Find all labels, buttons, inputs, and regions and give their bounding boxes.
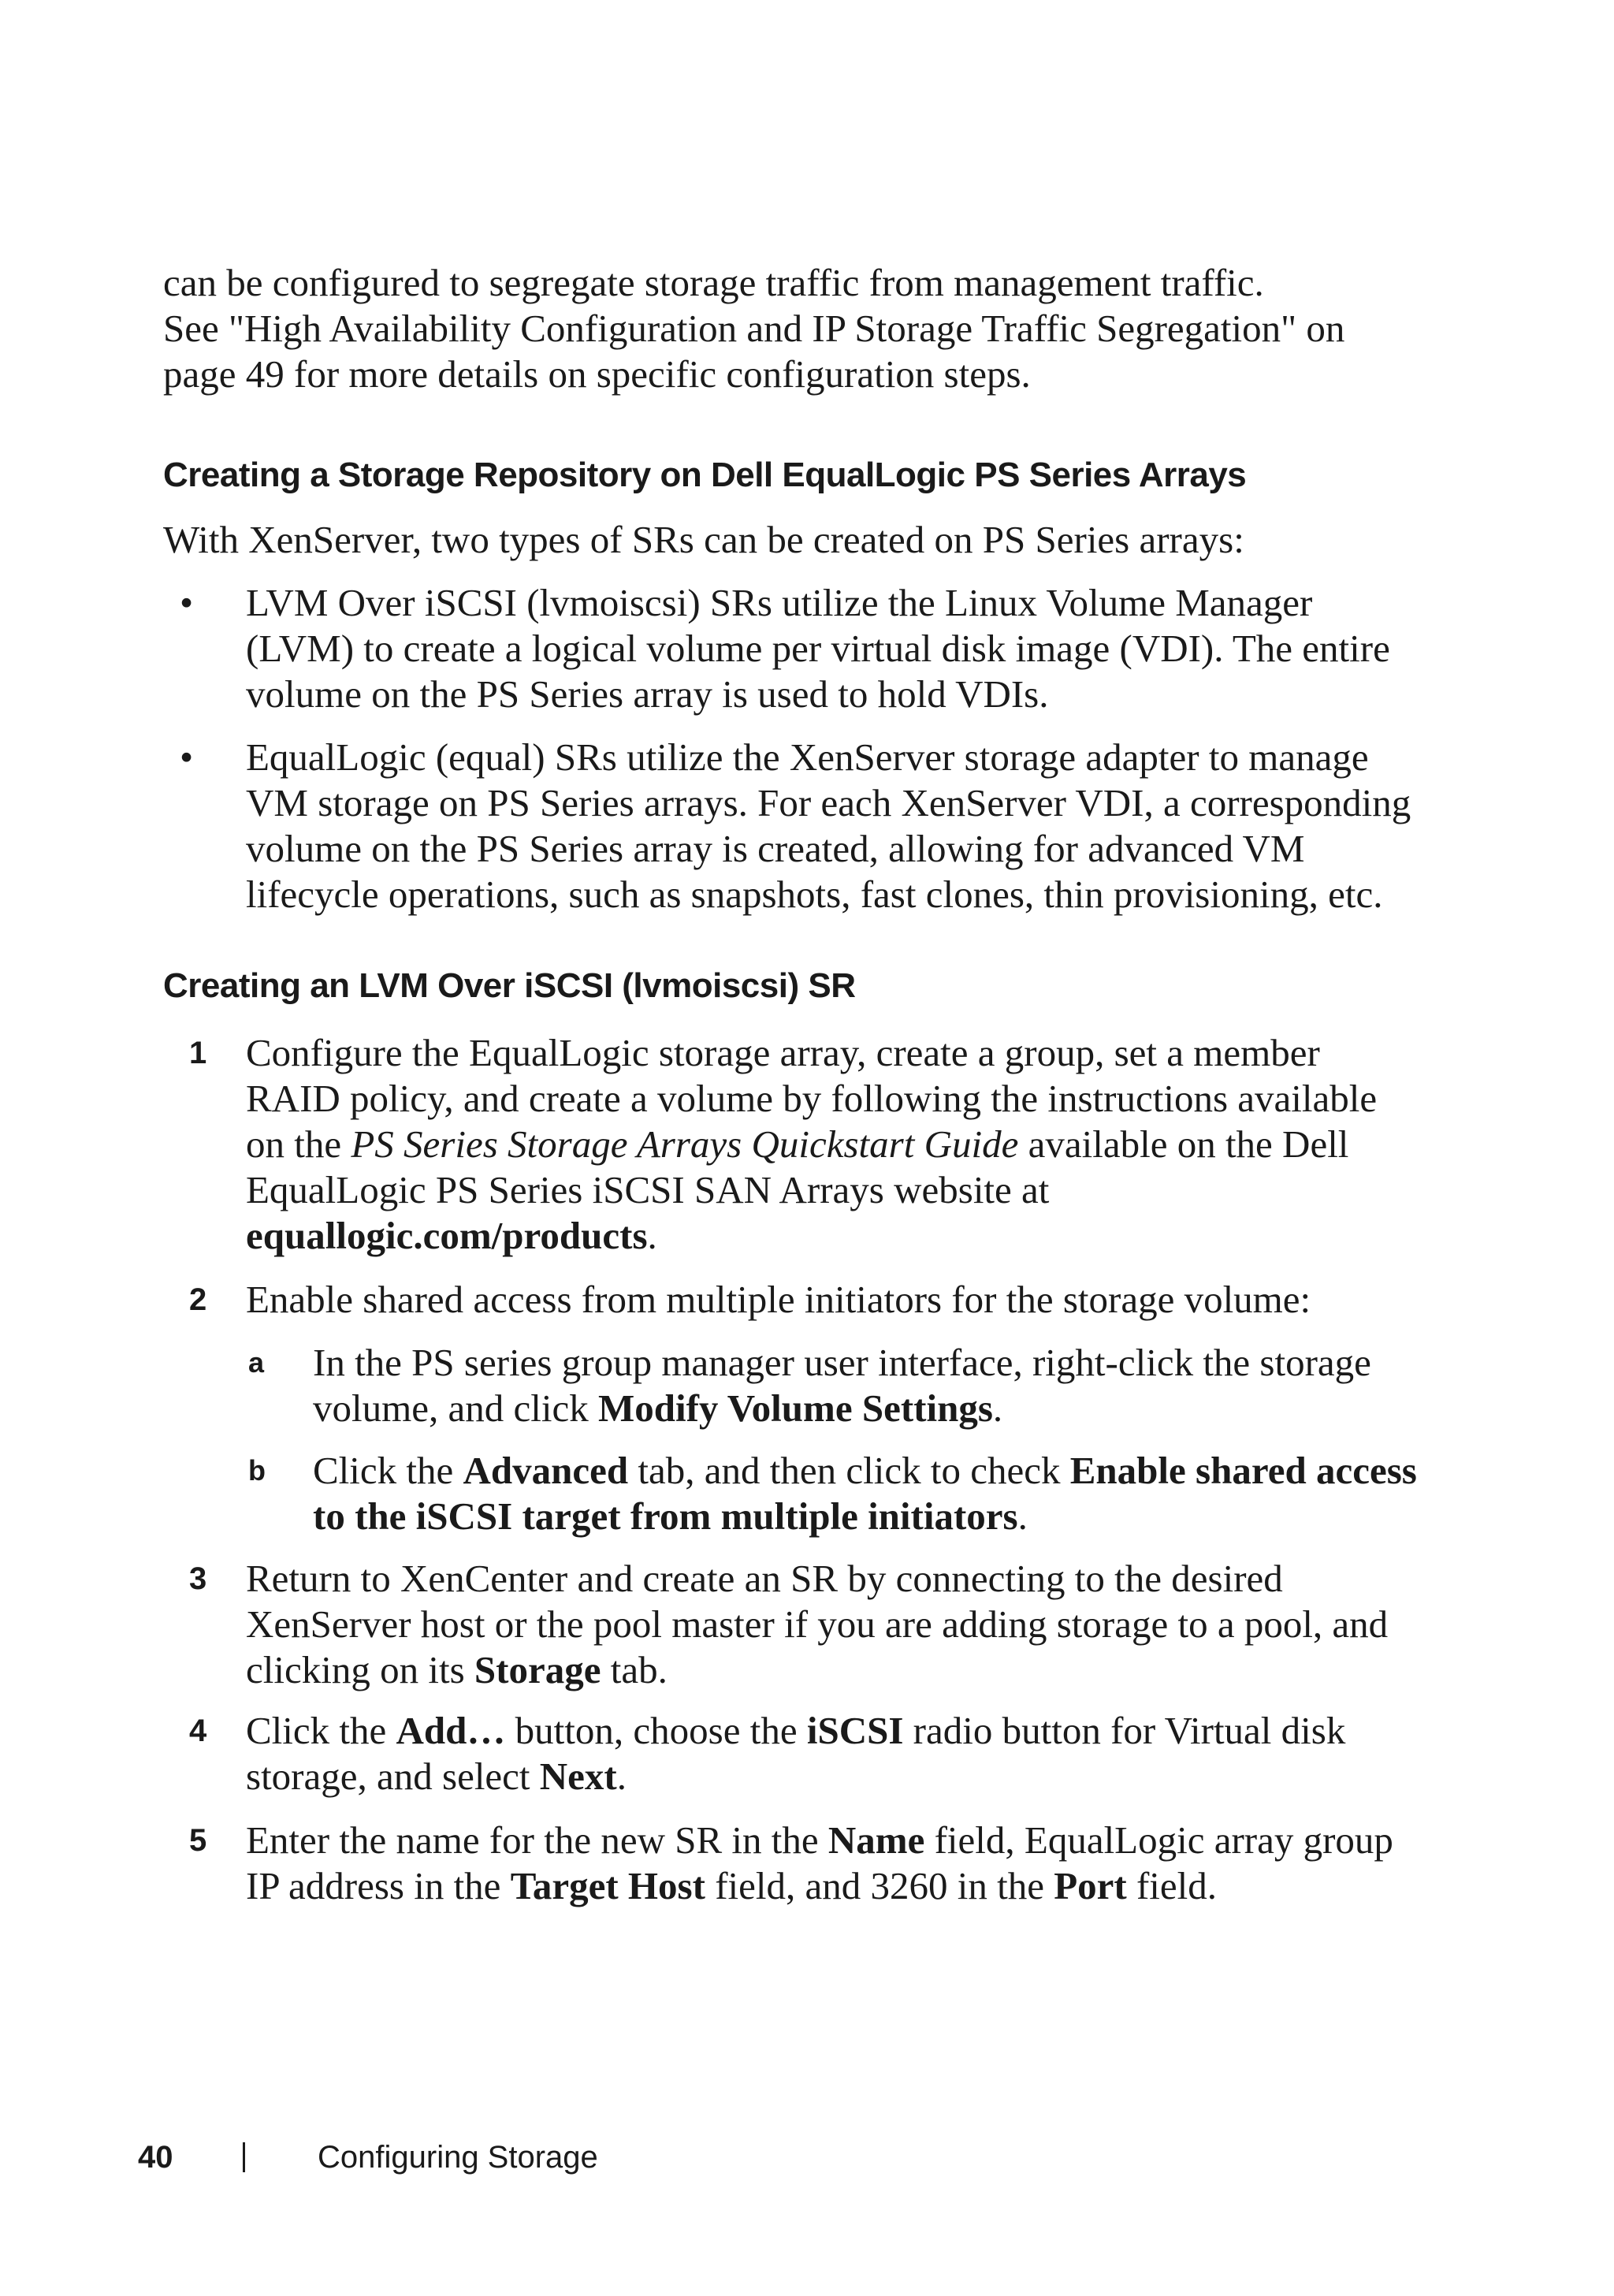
step-text <box>246 1708 1412 1799</box>
ui-term: Advanced <box>463 1449 629 1492</box>
ui-term: Name <box>827 1818 925 1862</box>
website-url: equallogic.com/products <box>246 1214 648 1257</box>
bullet-line: LVM Over iSCSI (lvmoiscsi) SRs utilize the Linux Volume Manager <box>246 581 1313 624</box>
substep-line: In the PS series group manager user interface, right-click the storage <box>313 1341 1371 1384</box>
bullet-text <box>246 580 1412 717</box>
step-line: radio button for Virtual disk <box>903 1709 1346 1752</box>
step-number: 2 <box>189 1282 207 1317</box>
bullet-line: volume on the PS Series array is created, allowing for advanced VM <box>246 827 1305 870</box>
ui-term: Storage <box>474 1648 601 1691</box>
intro-line: See "High Availability Configuration and IP Storage Traffic Segregation" on <box>163 307 1345 350</box>
guide-title: PS Series Storage Arrays Quickstart Guide <box>351 1122 1019 1166</box>
footer-divider <box>243 2142 245 2172</box>
ui-term: to the iSCSI target from multiple initiators <box>313 1494 1018 1538</box>
step-line: XenServer host or the pool master if you are adding storage to a pool, and <box>246 1602 1389 1646</box>
substep-text <box>313 1340 1432 1431</box>
substep-letter: a <box>248 1346 265 1379</box>
bullet-line: volume on the PS Series array is used to hold VDIs. <box>246 672 1049 716</box>
step-text <box>246 1556 1412 1693</box>
substep-line: tab, and then click to check <box>628 1449 1070 1492</box>
section-heading: Creating a Storage Repository on Dell EqualLogic PS Series Arrays <box>163 456 1247 494</box>
bullet-text <box>246 735 1412 917</box>
bullet-line: EqualLogic (equal) SRs utilize the XenServer storage adapter to manage <box>246 735 1369 779</box>
step-number: 1 <box>189 1036 207 1070</box>
section-intro: With XenServer, two types of SRs can be created on PS Series arrays: <box>163 518 1244 561</box>
step-line: storage, and select <box>246 1755 540 1798</box>
page-number: 40 <box>138 2140 173 2175</box>
step-text <box>246 1277 1412 1323</box>
substep-line: Click the <box>313 1449 463 1492</box>
bullet-line: VM storage on PS Series arrays. For each XenServer VDI, a corresponding <box>246 781 1411 824</box>
step-line: button, choose the <box>505 1709 807 1752</box>
substep-letter: b <box>248 1454 266 1487</box>
ui-term: Target Host <box>510 1864 705 1907</box>
bullet-glyph: • <box>180 581 194 624</box>
step-line: field. <box>1126 1864 1218 1907</box>
step-line: Configure the EqualLogic storage array, create a group, set a member <box>246 1031 1320 1074</box>
step-number: 3 <box>189 1561 207 1596</box>
step-line: EqualLogic PS Series iSCSI SAN Arrays website at <box>246 1168 1050 1211</box>
ui-term: iSCSI <box>806 1709 904 1752</box>
bullet-line: lifecycle operations, such as snapshots, fast clones, thin provisioning, etc. <box>246 873 1383 916</box>
section-heading: Creating an LVM Over iSCSI (lvmoiscsi) SR <box>163 966 856 1005</box>
step-number: 5 <box>189 1823 207 1858</box>
step-line: field, EqualLogic array group <box>924 1818 1393 1862</box>
intro-line: can be configured to segregate storage traffic from management traffic. <box>163 261 1264 304</box>
ui-term: Add… <box>396 1709 506 1752</box>
ui-term: Modify Volume Settings <box>597 1386 993 1430</box>
step-line: clicking on its <box>246 1648 474 1691</box>
substep-line: . <box>1017 1494 1028 1538</box>
step-line: tab. <box>601 1648 668 1691</box>
bullet-glyph: • <box>180 735 194 779</box>
step-line: field, and 3260 in the <box>705 1864 1054 1907</box>
step-text <box>246 1818 1412 1909</box>
ui-term: Port <box>1054 1864 1127 1907</box>
intro-line: page 49 for more details on specific configuration steps. <box>163 352 1031 396</box>
substep-text <box>313 1448 1432 1539</box>
step-line: IP address in the <box>246 1864 511 1907</box>
step-line: available on the Dell <box>1018 1122 1349 1166</box>
step-number: 4 <box>189 1714 207 1748</box>
substep-line: volume, and click <box>313 1386 598 1430</box>
step-text <box>246 1030 1412 1259</box>
step-line: on the <box>246 1122 351 1166</box>
footer-section-title: Configuring Storage <box>318 2140 598 2175</box>
bullet-line: (LVM) to create a logical volume per virtual disk image (VDI). The entire <box>246 627 1390 670</box>
step-line: Click the <box>246 1709 396 1752</box>
intro-paragraph <box>163 260 1408 397</box>
step-line: Enter the name for the new SR in the <box>246 1818 828 1862</box>
step-line: RAID policy, and create a volume by following the instructions available <box>246 1077 1378 1120</box>
ui-term: Next <box>539 1755 617 1798</box>
step-line: . <box>616 1755 627 1798</box>
ui-term: Enable shared access <box>1069 1449 1417 1492</box>
step-line: . <box>647 1214 657 1257</box>
step-line: Enable shared access from multiple initiators for the storage volume: <box>246 1278 1311 1321</box>
step-line: Return to XenCenter and create an SR by connecting to the desired <box>246 1557 1283 1600</box>
substep-line: . <box>992 1386 1003 1430</box>
